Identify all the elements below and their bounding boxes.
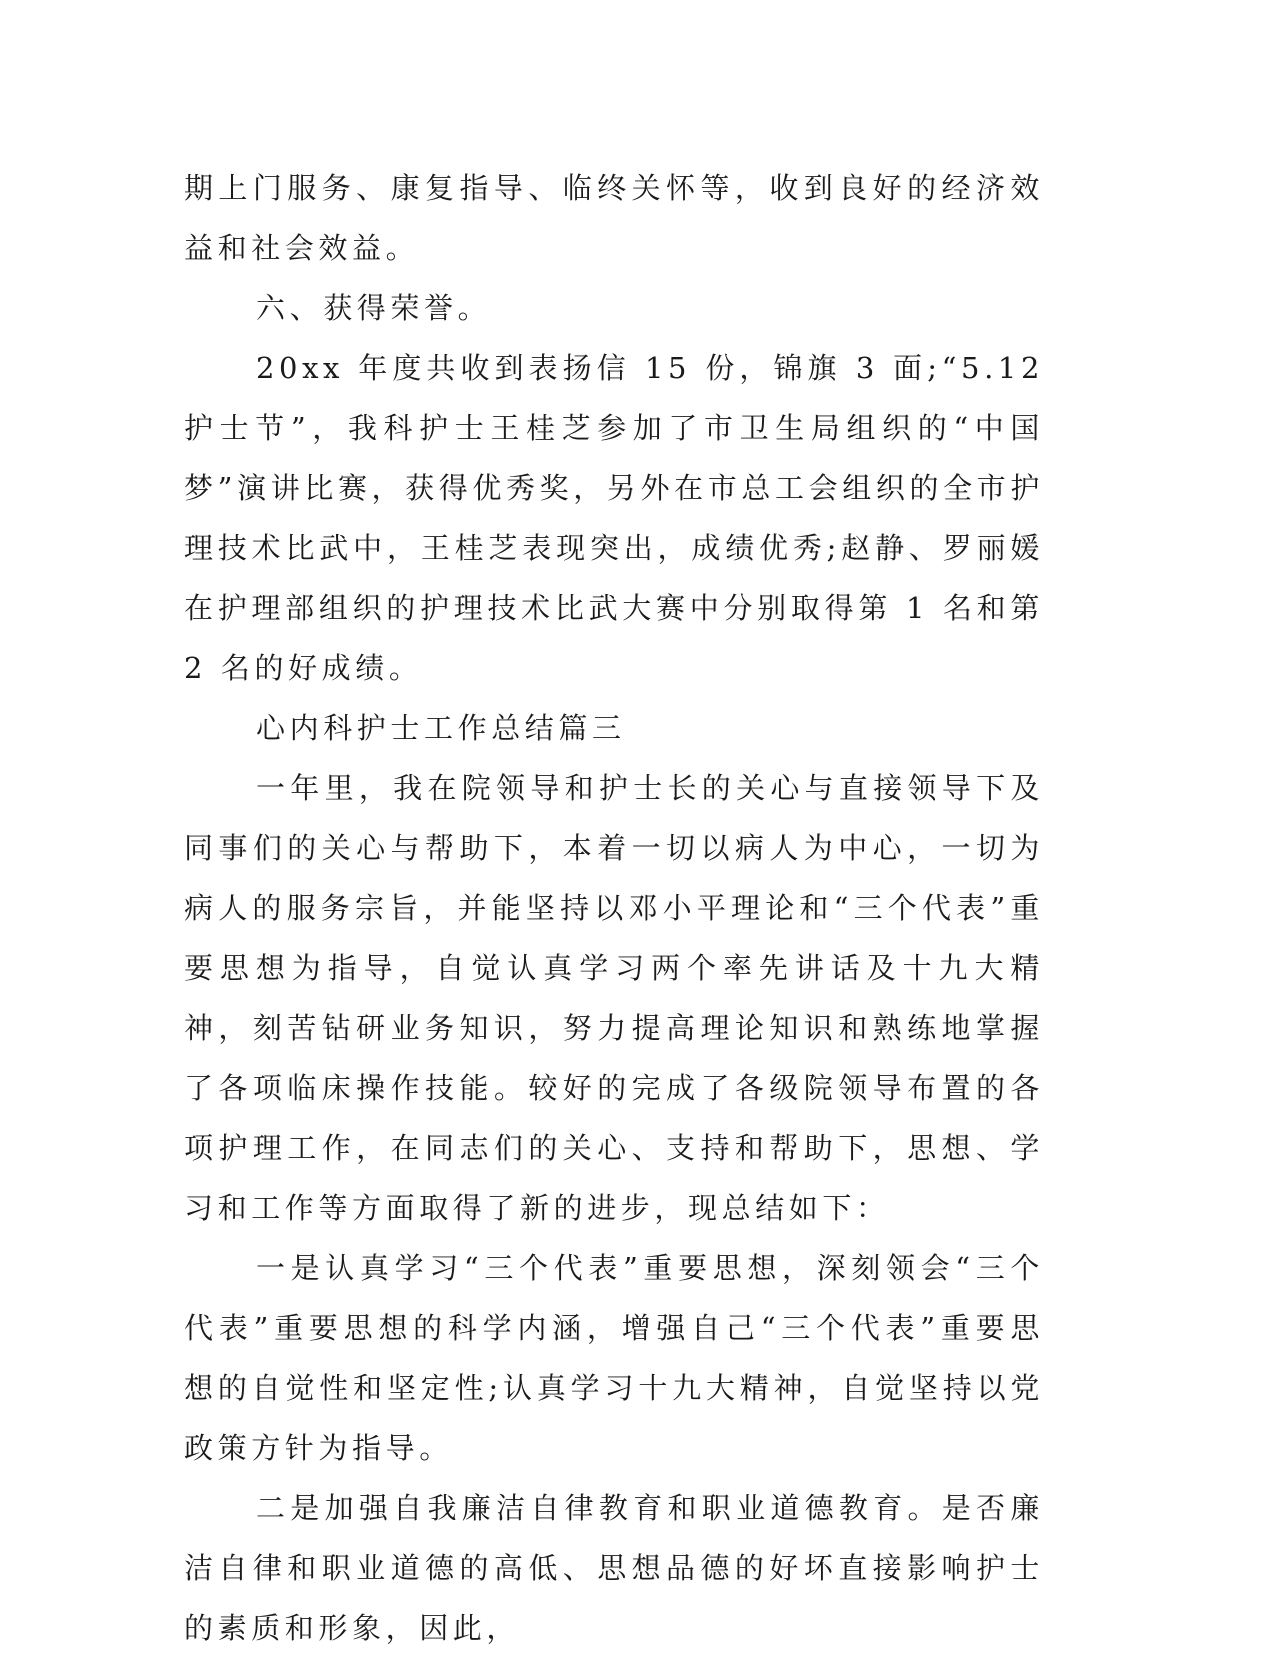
article-title: 心内科护士工作总结篇三	[256, 711, 626, 745]
paragraph-honors: 20xx 年度共收到表扬信 15 份，锦旗 3 面;“5.12 护士节”，我科护士王桂芝参加了市卫生局组织的“中国梦”演讲比赛，获得优秀奖，另外在市总工会组织的全市护理技术比武中，王桂芝表现突出，成绩优秀;赵静、罗丽媛在护理部组织的护理技术比武大赛中分别取得第 1 名和第 2 名的好成绩。	[184, 351, 1044, 685]
paragraph-intro: 一年里，我在院领导和护士长的关心与直接领导下及同事们的关心与帮助下，本着一切以病人为中心，一切为病人的服务宗旨，并能坚持以邓小平理论和“三个代表”重要思想为指导，自觉认真学习两个率先讲话及十九大精神，刻苦钻研业务知识，努力提高理论知识和熟练地掌握了各项临床操作技能。较好的完成了各级院领导布置的各项护理工作，在同志们的关心、支持和帮助下，思想、学习和工作等方面取得了新的进步，现总结如下：	[184, 771, 1044, 1225]
section-heading-honors: 六、获得荣誉。	[256, 291, 492, 325]
paragraph-point-one: 一是认真学习“三个代表”重要思想，深刻领会“三个代表”重要思想的科学内涵，增强自己“三个代表”重要思想的自觉性和坚定性;认真学习十九大精神，自觉坚持以党政策方针为指导。	[184, 1251, 1044, 1465]
document-body	[184, 158, 1044, 1658]
paragraph-point-two: 二是加强自我廉洁自律教育和职业道德教育。是否廉洁自律和职业道德的高低、思想品德的好坏直接影响护士的素质和形象，因此，	[184, 1491, 1044, 1645]
paragraph-continuation: 期上门服务、康复指导、临终关怀等，收到良好的经济效益和社会效益。	[184, 171, 1044, 265]
